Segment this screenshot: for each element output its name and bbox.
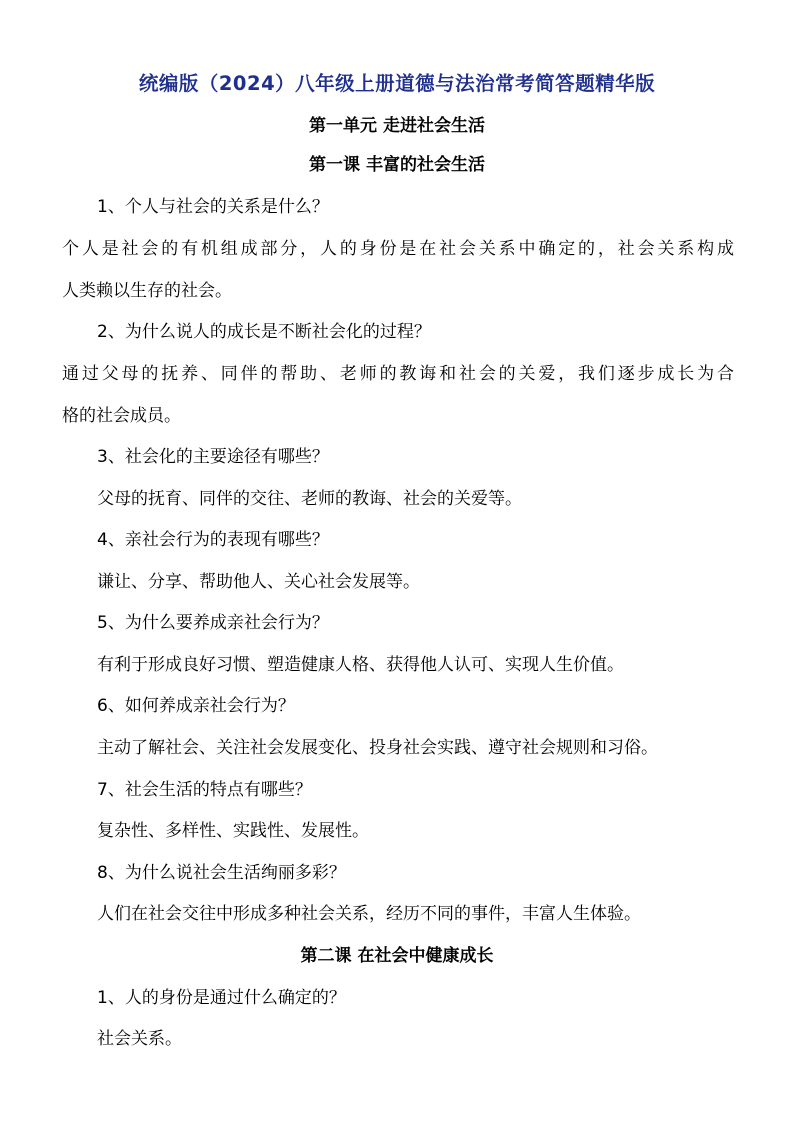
question-5: 5、为什么要养成亲社会行为？ [97,613,329,633]
answer-1-line-2: 人类赖以生存的社会。 [62,281,232,301]
answer-8: 人们在社会交往中形成多种社会关系，经历不同的事件，丰富人生体验。 [97,904,641,924]
lesson2-question-1: 1、人的身份是通过什么确定的？ [97,988,346,1008]
lesson2-heading: 第二课 在社会中健康成长 [300,946,494,966]
question-1: 1、个人与社会的关系是什么？ [97,197,329,217]
question-4: 4、亲社会行为的表现有哪些？ [97,530,329,550]
unit-heading: 第一单元 走进社会生活 [309,116,485,136]
question-3: 3、社会化的主要途径有哪些？ [97,447,329,467]
answer-4: 谦让、分享、帮助他人、关心社会发展等。 [97,572,420,592]
question-2: 2、为什么说人的成长是不断社会化的过程？ [97,322,431,342]
question-8: 8、为什么说社会生活绚丽多彩？ [97,863,346,883]
answer-2-line-1: 通过父母的抚养、同伴的帮助、老师的教诲和社会的关爱，我们逐步成长为合 [62,364,734,384]
answer-7: 复杂性、多样性、实践性、发展性。 [97,821,369,841]
answer-2-line-2: 格的社会成员。 [62,406,181,426]
lesson2-answer-1: 社会关系。 [97,1029,182,1049]
answer-5: 有利于形成良好习惯、塑造健康人格、获得他人认可、实现人生价值。 [97,655,624,675]
question-7: 7、社会生活的特点有哪些？ [97,780,312,800]
answer-6: 主动了解社会、关注社会发展变化、投身社会实践、遵守社会规则和习俗。 [97,738,658,758]
question-6: 6、如何养成亲社会行为？ [97,696,295,716]
lesson1-heading: 第一课 丰富的社会生活 [309,155,485,175]
answer-3: 父母的抚育、同伴的交往、老师的教诲、社会的关爱等。 [97,489,522,509]
answer-1-line-1: 个人是社会的有机组成部分，人的身份是在社会关系中确定的，社会关系构成 [62,239,734,259]
document-title: 统编版（2024）八年级上册道德与法治常考简答题精华版 [138,72,656,95]
